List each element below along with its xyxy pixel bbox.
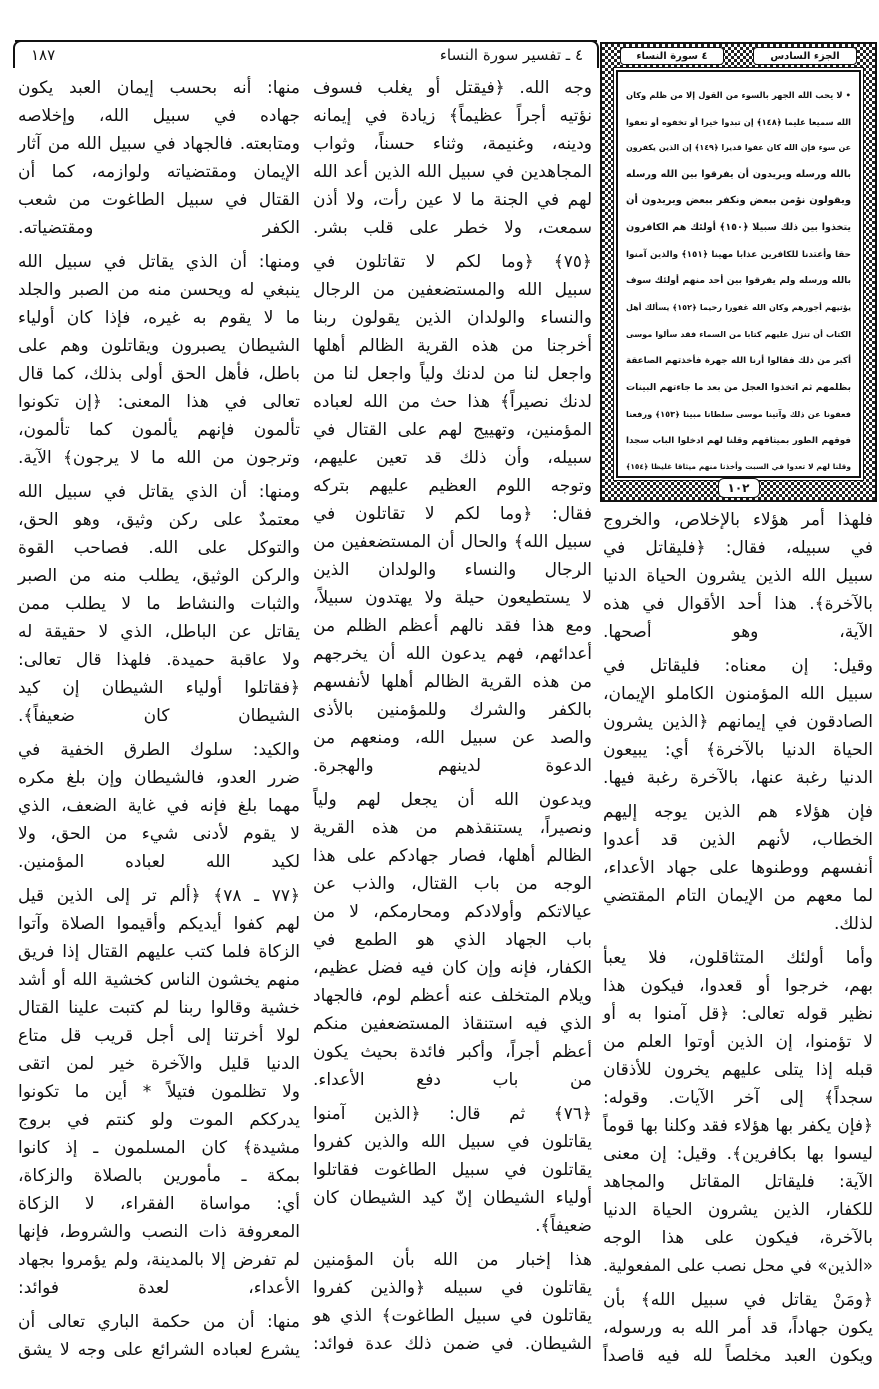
text-line: والصد عن سبيل الله، ومنعهم من (313, 728, 592, 748)
paragraph-start-line: فإن هؤلاء هم الذين يوجه إليهم (603, 802, 873, 822)
text-line: وتوجه اللوم العظيم عليهم بتركه (313, 476, 592, 496)
text-line: أعظم أجراً، وأكبر فائدة بحيث يكون (313, 1042, 592, 1062)
paragraph-start-line: ومنها: أن الذي يقاتل في سبيل الله (18, 482, 300, 502)
text-line: أي: مواساة الفقراء، لا الزكاة (18, 1194, 300, 1214)
text-line: مهما بلغ فإنه في غاية الضعف، الذي (18, 796, 300, 816)
column-middle (313, 74, 592, 1358)
text-line: سمعت، ولا خطر على قلب بشر. (313, 218, 592, 238)
text-line: خشية وقالوا ربنا لم كتبت علينا القتال (18, 998, 300, 1018)
text-line: لدنك نصيراً﴾ هذا حث من الله لعباده (313, 392, 592, 412)
quran-verse-line: الكتاب أن تنزل عليهم كتابا من السماء فقد سألوا موسى (626, 329, 851, 340)
text-line: باب الجهاد الذي هو الطمع في (313, 930, 592, 950)
quran-verse-line: بظلمهم ثم اتخذوا العجل من بعد ما جاءتهم البينات (626, 382, 851, 393)
quran-verse-line: الله سميعا عليما ﴿١٤٨﴾ إن تبدوا خيرا أو تخفوه أو تعفوا (626, 116, 852, 127)
text-line: سبيل الله الذين يشرون الحياة الدنيا (603, 566, 873, 586)
paragraph-start-line: والكيد: سلوك الطرق الخفية في (18, 740, 300, 760)
paragraph-start-line: وقيل: إن معناه: فليقاتل في (603, 656, 873, 676)
quran-verse-line: حقا وأعتدنا للكافرين عذابا مهينا ﴿١٥١﴾ والذين آمنوا (626, 249, 851, 260)
text-line: ﴿فإن يكفر بها هؤلاء فقد وكلنا بها قوماً (603, 1116, 873, 1136)
text-line: قبله إذا يتلى عليهم يخرون للأذقان (603, 1060, 873, 1080)
text-line: ويكون العبد مخلصاً لله فيه قاصداً (603, 1346, 873, 1366)
text-line: يدرككم الموت ولو كنتم في بروج (18, 1110, 300, 1130)
text-line: الكفر ومقتضياته. (18, 218, 300, 238)
text-line: لا يستطيعون حيلة ولا يهتدون سبيلاً، (313, 588, 592, 608)
paragraph-start-line: فلهذا أمر هؤلاء بالإخلاص، والخروج (603, 510, 873, 530)
text-line: ﴿فقاتلوا أولياء الشيطان إن كيد (18, 678, 300, 698)
text-line: منهم يخشون الناس كخشية الله أو أشد (18, 970, 300, 990)
text-line: ولا تظلمون فتيلاً * أين ما تكونوا (18, 1082, 300, 1102)
text-line: يقاتلون في سبيل الطاغوت﴾ الذي هو (313, 1306, 592, 1326)
text-line: الرجال والنساء والولدان الذين (313, 560, 592, 580)
paragraph-start-line: ﴿٧٥﴾ ﴿وما لكم لا تقاتلون في (313, 252, 592, 272)
text-line: نظير قوله تعالى: ﴿قل آمنوا به أو (603, 1004, 873, 1024)
text-line: الزكاة فلما كتب عليهم القتال إذا فريق (18, 942, 300, 962)
quran-verses (626, 82, 851, 481)
text-line: لذلك. (833, 914, 873, 934)
header-title: ٤ ـ تفسير سورة النساء (439, 46, 583, 64)
quran-verse-line: يؤتيهم أجورهم وكان الله غفورا رحيما ﴿١٥٢﴾ يسألك أهل (626, 302, 851, 312)
text-line: المعروفة ذات النصب والشروط، فإنها (18, 1222, 300, 1242)
running-header (15, 40, 597, 76)
text-line: يقاتلون في سبيل الله والذين كفروا (313, 1132, 592, 1152)
text-line: الحياة الدنيا بالآخرة﴾ أي: يبيعون (603, 740, 873, 760)
text-line: معتمدٌ على ركن وثيق، وهو الحق، (18, 510, 300, 530)
paragraph-start-line: وأما أولئك المتثاقلون، فلا يعبأ (603, 948, 873, 968)
text-line: فقال: ﴿وما لكم لا تقاتلون في (313, 504, 592, 524)
text-line: الظالم أهلها، فصار جهادكم على هذا (313, 846, 592, 866)
text-line: وترجون من الله ما لا يرجون﴾ الآية. (18, 448, 300, 468)
text-line: بالآخرة، فيكون على هذا الوجه (603, 1228, 873, 1248)
text-line: عيالاتكم وأولادكم ومحارمكم، لا من (313, 902, 592, 922)
text-line: والنساء والولدان الذين يقولون ربنا (313, 308, 592, 328)
paragraph-start-line: ﴿ومَنْ يقاتل في سبيل الله﴾ بأن (603, 1290, 873, 1310)
text-line: سبيل الله والمستضعفين من الرجال (313, 280, 592, 300)
text-line: ضرر العدو، فالشيطان وإن بلغ مكره (18, 768, 300, 788)
text-line: سبيل الله﴾ والحال أن المستضعفين من (313, 532, 592, 552)
text-line: أولياء الشيطان إنّ كيد الشيطان كان (313, 1188, 592, 1208)
quran-text-box (600, 42, 877, 502)
text-line: الدعوة لدينهم والهجرة. (313, 756, 592, 776)
text-line: بهم، خرجوا أو قعدوا، فيكون هذا (603, 976, 873, 996)
text-line: من هذه القرية الظالم أهلها لأنفسهم (313, 672, 592, 692)
paragraph-start-line: ﴿٧٦﴾ ثم قال: ﴿الذين آمنوا (313, 1104, 592, 1124)
text-line: يكون جهاداً، قد أمر الله به ورسوله، (603, 1318, 873, 1338)
text-line: بمكة ـ مأمورين بالصلاة والزكاة، (18, 1166, 300, 1186)
quran-verse-line: • لا يحب الله الجهر بالسوء من القول إلا من ظلم وكان (626, 90, 851, 100)
text-line: مشيدة﴾ كان المسلمون ـ إذ كانوا (18, 1138, 300, 1158)
text-line: الدنيا رغبة عنها، بالآخرة رغبة فيها. (603, 768, 873, 788)
quran-verse-line: عن سوء فإن الله كان عفوا قديرا ﴿١٤٩﴾ إن الذين يكفرون (626, 143, 851, 153)
text-line: الأعداء، لعدة فوائد: (18, 1278, 300, 1298)
text-line: يقاتل عن الباطل، الذي لا حقيقة له (18, 622, 300, 642)
quran-verse-line: فوقهم الطور بميثاقهم وقلنا لهم ادخلوا الباب سجدا (626, 435, 851, 446)
text-line: يقاتلون في سبيله ﴿والذين كفروا (313, 1278, 592, 1298)
text-line: لما معهم من الإيمان التام المقتضي (603, 886, 873, 906)
text-line: واجعل لنا من لدنك ولياً واجعل لنا من (313, 364, 592, 384)
text-line: الشيطان يصبرون ويقاتلون وهم على (18, 336, 300, 356)
text-line: تألمون فإنهم يألمون كما تألمون، (18, 420, 300, 440)
text-line: تعالى في هذا المعنى: ﴿إن تكونوا (18, 392, 300, 412)
text-line: ويلام المتخلف عنه أعظم لوم، فالجهاد (313, 986, 592, 1006)
text-line: ينبغي له ويحسن منه من الصبر والجلد (18, 280, 300, 300)
text-line: المجاهدين في سبيل الله الذين أعد الله (313, 162, 592, 182)
text-line: الآية، وهو أصحها. (603, 622, 873, 642)
paragraph-start-line: ﴿٧٧ ـ ٧٨﴾ ﴿ألم تر إلى الذين قيل (18, 886, 300, 906)
text-line: لكيد الله لعباده المؤمنين. (18, 852, 300, 872)
text-line: الإيمان ومقتضياته ولوازمه، كما أن (18, 162, 300, 182)
quran-verse-line: وقلنا لهم لا تعدوا في السبت وأخذنا منهم ميثاقا غليظا ﴿١٥٤﴾ (626, 462, 851, 472)
text-line: ضعيفاً﴾. (535, 1216, 592, 1236)
surah-label: ٤ سورة النساء (620, 47, 724, 65)
text-line: والثبات والنشاط ما لا يطلب ممن (18, 594, 300, 614)
text-line: للكفار، الذين يشرون الحياة الدنيا (603, 1200, 873, 1220)
text-line: الذي فيه استنقاذ المستضعفين منكم (313, 1014, 592, 1034)
paragraph-start-line: منها: أن من حكمة الباري تعالى أن (18, 1312, 300, 1332)
text-line: «الذين» في محل نصب على المفعولية. (603, 1256, 873, 1275)
text-line: سجداً﴾ إلى آخر الآيات. وقوله: (603, 1088, 873, 1108)
text-line: باطل، فأهل الحق أولى بذلك، كما قال (18, 364, 300, 384)
paragraph-start-line: ومنها: أن الذي يقاتل في سبيل الله (18, 252, 300, 272)
quran-text-panel (616, 70, 861, 478)
text-line: سبيله، وأن ذلك قد تعين عليهم، (313, 448, 592, 468)
quran-verse-line: فعفونا عن ذلك وآتينا موسى سلطانا مبينا ﴿١٥٣﴾ ورفعنا (626, 409, 851, 420)
text-line: الشيطان كان ضعيفاً﴾. (18, 706, 300, 726)
paragraph-start-line: وجه الله. ﴿فيقتل أو يغلب فسوف (313, 78, 592, 98)
text-line: في سبيله، فقال: ﴿فليقاتل في (603, 538, 873, 558)
text-line: بالكفر والشرك وللمؤمنين بالأذى (313, 700, 592, 720)
quran-verse-line: أكبر من ذلك فقالوا أرنا الله جهرة فأخذتهم الصاعقة (626, 355, 851, 366)
quran-verse-line: بالله ورسله ولم يفرقوا بين أحد منهم أولئك سوف (626, 276, 851, 287)
juz-label: الجزء السادس (753, 47, 857, 65)
text-line: لا يقوم لأدنى شيء من الحق، ولا (18, 824, 300, 844)
text-line: أنفسهم ووطنوها على جهاد الأعداء، (603, 858, 873, 878)
paragraph-start-line: منها: أنه بحسب إيمان العبد يكون (18, 78, 300, 98)
text-line: ونصيراً، يستنقذهم من هذه القرية (313, 818, 592, 838)
text-line: جهاده في سبيل الله، وإخلاصه (18, 106, 300, 126)
paragraph-start-line: ويدعون الله أن يجعل لهم ولياً (313, 790, 592, 810)
quran-verse-line: يتخذوا بين ذلك سبيلا ﴿١٥٠﴾ أولئك هم الكافرون (626, 221, 852, 233)
quran-verse-line: بالله ورسله ويريدون أن يفرقوا بين الله ورسله (626, 168, 851, 180)
text-line: لولا أخرتنا إلى أجل قريب قل متاع (18, 1026, 300, 1046)
text-line: الآية: فليقاتل المقاتل والمجاهد (603, 1172, 873, 1192)
column-right (603, 506, 873, 1370)
text-line: ليسوا بها بكافرين﴾. وقيل: إن معنى (603, 1144, 873, 1164)
text-line: الدنيا قليل والآخرة خير لمن اتقى (18, 1054, 300, 1074)
text-line: أخرجنا من هذه القرية الظالم أهلها (313, 336, 592, 356)
text-line: يقاتلون في سبيل الطاغوت فقاتلوا (313, 1160, 592, 1180)
text-line: الخطاب، لأنهم الذين قد أعدوا (603, 830, 873, 850)
text-line: والركن الوثيق، يطلب منه من الصبر (18, 566, 300, 586)
text-line: ما لا يقوم به غيره، فإذا كان أولياء (18, 308, 300, 328)
text-line: لهم كفوا أيديكم وأقيموا الصلاة وآتوا (18, 914, 300, 934)
text-line: الصادقون في إيمانهم ﴿الذين يشرون (603, 712, 873, 732)
quran-verse-line: ويقولون نؤمن ببعض ونكفر ببعض ويريدون أن (626, 195, 851, 207)
text-line: القتال في سبيل الطاغوت من شعب (18, 190, 300, 210)
mushaf-page-number: ١٠٢ (718, 478, 760, 498)
text-line: لم تفرض إلا بالمدينة، ولم يؤمروا بجهاد (18, 1250, 300, 1270)
column-left (18, 74, 300, 1364)
text-line: لهم في الجنة ما لا عين رأت، ولا أذن (313, 190, 592, 210)
page-number: ١٨٧ (31, 46, 56, 64)
text-line: لا تؤمنوا، إن الذين أوتوا العلم من (603, 1032, 873, 1052)
text-line: والتوكل على الله. فصاحب القوة (18, 538, 300, 558)
text-line: ولا عاقبة حميدة. فلهذا قال تعالى: (18, 650, 300, 670)
paragraph-start-line: هذا إخبار من الله بأن المؤمنين (313, 1250, 592, 1270)
text-line: سبيل الله المؤمنون الكاملو الإيمان، (603, 684, 873, 704)
text-line: يشرع لعباده الشرائع على وجه لا يشق (18, 1340, 300, 1360)
text-line: أعدائهم، فهم يدعون الله أن يخرجهم (313, 644, 592, 664)
text-line: ومتابعته. فالجهاد في سبيل الله من آثار (18, 134, 300, 154)
text-line: الوجه من باب القتال، والذب عن (313, 874, 592, 894)
text-line: الكفار، فإنه وإن كان فيه فضل عظيم، (313, 958, 592, 978)
text-line: ومع هذا فقد نالهم أعظم الظلم من (313, 616, 592, 636)
text-line: ودينه، وغنيمة، وثناء حسناً، وثواب (313, 134, 592, 154)
text-line: الشيطان. في ضمن ذلك عدة فوائد: (313, 1334, 592, 1354)
text-line: نؤتيه أجراً عظيماً﴾ زيادة في إيمانه (313, 106, 592, 126)
text-line: من باب دفع الأعداء. (313, 1070, 592, 1090)
text-line: المؤمنين، وتهييج لهم على القتال في (313, 420, 592, 440)
text-line: بالآخرة﴾. هذا أحد الأقوال في هذه (603, 594, 873, 614)
